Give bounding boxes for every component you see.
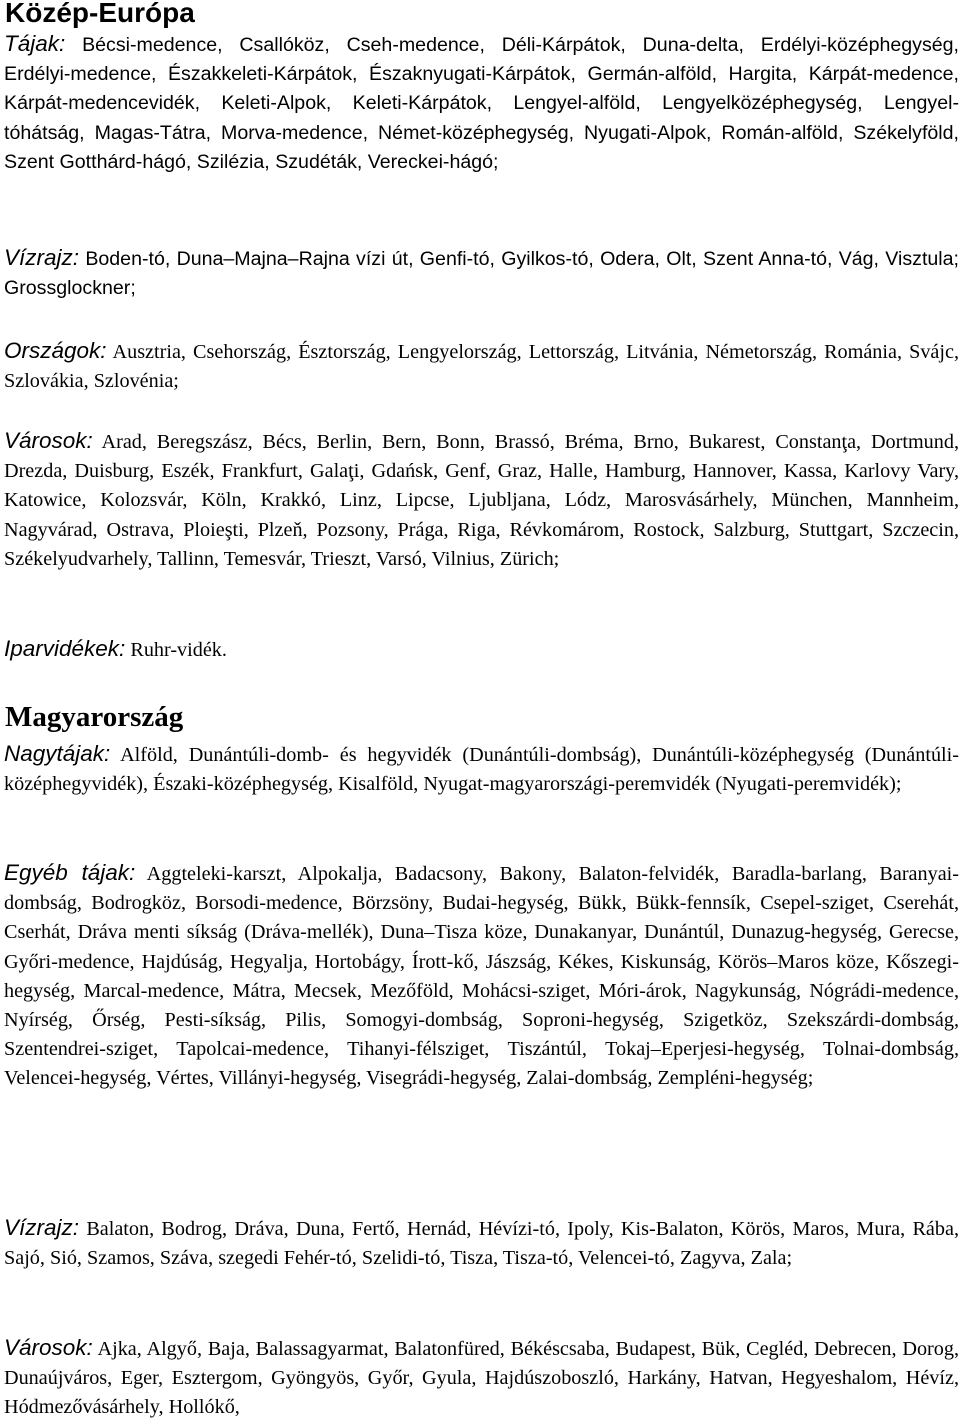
field-label-vizrajz-hu: Vízrajz: <box>4 1215 80 1240</box>
paragraph-varosok <box>4 426 959 574</box>
field-text-vizrajz-hu: Balaton, Bodrog, Dráva, Duna, Fertő, Hernád, Hévízi-tó, Ipoly, Kis-Balaton, Körös, Maros, Mura, Rába, Sajó, Sió, Szamos, Száva, szegedi Fehér-tó, Szelidi-tó, Tisza, Tisza-tó, Velencei-tó, Zagyva, Zala; <box>4 1218 959 1270</box>
field-label-nagytajak: Nagytájak: <box>4 741 111 766</box>
field-text-iparvidekek: Ruhr-vidék. <box>130 639 227 661</box>
section-title-magyarorszag: Magyarország <box>5 701 184 733</box>
paragraph-egyeb-tajak <box>4 858 959 1094</box>
paragraph-varosok-hu <box>4 1333 959 1423</box>
field-label-varosok: Városok: <box>4 428 93 453</box>
field-label-tajak: Tájak: <box>4 31 66 56</box>
field-text-orszagok: Ausztria, Csehország, Észtország, Lengyelország, Lettország, Litvánia, Németország, Románia, Svájc, Szlovákia, Szlovénia; <box>4 341 959 393</box>
paragraph-vizrajz <box>4 243 959 303</box>
field-label-varosok-hu: Városok: <box>4 1335 93 1360</box>
paragraph-tajak <box>4 29 959 177</box>
field-label-orszagok: Országok: <box>4 338 107 363</box>
field-text-varosok-hu: Ajka, Algyő, Baja, Balassagyarmat, Balatonfüred, Békéscsaba, Budapest, Bük, Cegléd, Debrecen, Dorog, Dunaújváros, Eger, Esztergom, Gyöngyös, Győr, Gyula, Hajdúszoboszló, Harkány, Hatvan, Hegyeshalom, Hévíz, Hódmezővásárhely, Hollókő, <box>4 1338 959 1419</box>
field-text-vizrajz: Boden-tó, Duna–Majna–Rajna vízi út, Genfi-tó, Gyilkos-tó, Odera, Olt, Szent Anna-tó, Vág, Visztula; Grossglockner; <box>4 248 959 300</box>
field-text-varosok: Arad, Beregszász, Bécs, Berlin, Bern, Bonn, Brassó, Bréma, Brno, Bukarest, Constanţa, Dortmund, Drezda, Duisburg, Eszék, Frankfurt, Galaţi, Gdańsk, Genf, Graz, Halle, Hamburg, Hannover, Kassa, Karlovy Vary, Katowice, Kolozsvár, Köln, Krakkó, Linz, Lipcse, Ljubljana, Lódz, Marosvásárhely, München, Mannheim, Nagyvárad, Ostrava, Ploieşti, Plzeň, Pozsony, Prága, Riga, Révkomárom, Rostock, Salzburg, Stuttgart, Szczecin, Székelyudvarhely, Tallinn, Temesvár, Trieszt, Varsó, Vilnius, Zürich; <box>4 431 959 570</box>
paragraph-nagytajak <box>4 739 959 799</box>
field-text-egyeb-tajak: Aggteleki-karszt, Alpokalja, Badacsony, Bakony, Balaton-felvidék, Baradla-barlang, Baranyai-dombság, Bodrogköz, Borsodi-medence, Börzsöny, Budai-hegység, Bükk, Bükk-fennsík, Csepel-sziget, Cserehát, Cserhát, Dráva menti síkság (Dráva-mellék), Duna–Tisza köze, Dunakanyar, Dunántúl, Dunazug-hegység, Gerecse, Győri-medence, Hajdúság, Hegyalja, Hortobágy, Írott-kő, Jászság, Kékes, Kiskunság, Körös–Maros köze, Kőszegi-hegység, Marcal-medence, Mátra, Mecsek, Mezőföld, Mohácsi-sziget, Móri-árok, Nagykunság, Nógrádi-medence, Nyírség, Őrség, Pesti-síkság, Pilis, Somogyi-dombság, Soproni-hegység, Szigetköz, Szekszárdi-dombság, Szentendrei-sziget, Tapolcai-medence, Tihanyi-félsziget, Tiszántúl, Tokaj–Eperjesi-hegység, Tolnai-dombság, Velencei-hegység, Vértes, Villányi-hegység, Visegrádi-hegység, Zalai-dombság, Zempléni-hegység; <box>4 863 959 1090</box>
paragraph-iparvidekek <box>4 634 959 665</box>
field-text-nagytajak: Alföld, Dunántúli-domb- és hegyvidék (Dunántúli-dombság), Dunántúli-középhegység (Dunántúli-középhegyvidék), Északi-középhegység, Kisalföld, Nyugat-magyarországi-peremvidék (Nyugati-peremvidék); <box>4 744 959 796</box>
field-label-iparvidekek: Iparvidékek: <box>4 636 126 661</box>
paragraph-vizrajz-hu <box>4 1213 959 1273</box>
field-label-egyeb-tajak: Egyéb tájak: <box>4 860 136 885</box>
field-label-vizrajz: Vízrajz: <box>4 245 80 270</box>
field-text-tajak: Bécsi-medence, Csallóköz, Cseh-medence, Déli-Kárpátok, Duna-delta, Erdélyi-középhegység, Erdélyi-medence, Északkeleti-Kárpátok, Északnyugati-Kárpátok, Germán-alföld, Hargita, Kárpát-medence, Kárpát-medencevidék, Keleti-Alpok, Keleti-Kárpátok, Lengyel-alföld, Lengyelközéphegység, Lengyel-tóhátság, Magas-Tátra, Morva-medence, Német-középhegység, Nyugati-Alpok, Román-alföld, Székelyföld, Szent Gotthárd-hágó, Szilézia, Szudéták, Vereckei-hágó; <box>4 34 959 173</box>
paragraph-orszagok <box>4 336 959 396</box>
section-title-kozep-europa: Közép-Európa <box>5 0 195 28</box>
